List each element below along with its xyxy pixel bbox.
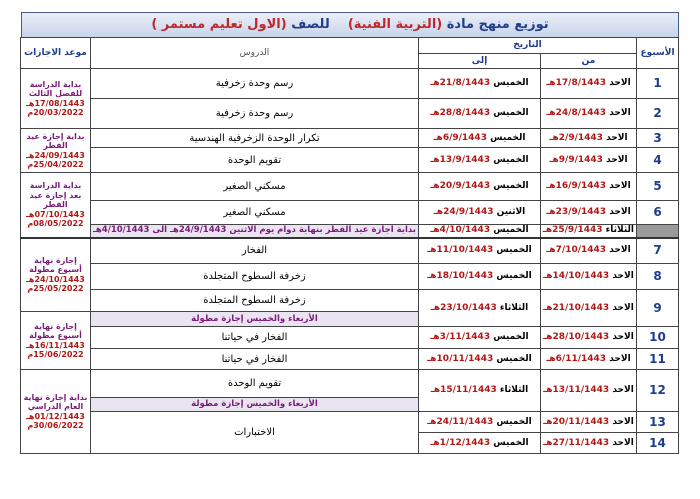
lesson-note: الأربعاء والخميس إجازة مطولة xyxy=(90,398,418,412)
week-number: 4 xyxy=(637,148,679,173)
to-date: الخميس 10/11/1443هـ xyxy=(418,349,540,370)
from-date: الاحد 6/11/1443هـ xyxy=(541,349,637,370)
from-date: الاحد 24/8/1443هـ xyxy=(541,99,637,129)
from-date: الاحد 23/9/1443هـ xyxy=(541,201,637,225)
week-number: 9 xyxy=(637,290,679,327)
from-date: الاحد 21/10/1443هـ xyxy=(541,290,637,327)
to-date: الثلاثاء 15/11/1443هـ xyxy=(418,370,540,412)
vacation-cell: إجازة نهاية أسبوع مطولة 16/11/1443هـ 15/06/2022م xyxy=(20,312,90,370)
week-number: 7 xyxy=(637,238,679,264)
vacation-cell: بداية إجازة عيد الفطر 24/09/1443هـ 25/04/2022م xyxy=(20,129,90,173)
from-date: الاحد 27/11/1443هـ xyxy=(541,433,637,454)
to-date: الخميس 21/8/1443هـ xyxy=(418,69,540,99)
holiday-to-date: الخميس 4/10/1443هـ xyxy=(418,225,540,238)
lesson-cell: زخرفة السطوح المتجلدة xyxy=(90,290,418,312)
from-date: الاحد 7/10/1443هـ xyxy=(541,238,637,264)
header-date: التاريخ xyxy=(418,38,636,54)
lesson-cell: زخرفة السطوح المتجلدة xyxy=(90,264,418,290)
to-date: الخميس 6/9/1443هـ xyxy=(418,129,540,148)
to-date: الخميس 18/10/1443هـ xyxy=(418,264,540,290)
lesson-note: الأربعاء والخميس إجازة مطولة xyxy=(90,312,418,327)
week-number: 8 xyxy=(637,264,679,290)
lesson-cell: رسم وحدة زخرفية xyxy=(90,99,418,129)
header-lessons: الدروس xyxy=(90,38,418,69)
holiday-week-cell xyxy=(637,225,679,238)
lesson-cell: الاختبارات xyxy=(90,412,418,454)
lesson-cell: الفخار xyxy=(90,238,418,264)
curriculum-sheet xyxy=(21,12,679,454)
from-date: الاحد 13/11/1443هـ xyxy=(541,370,637,412)
vacation-cell: بداية الدراسة للفصل الثالث 17/08/1443هـ 20/03/2022م xyxy=(20,69,90,129)
from-date: الاحد 2/9/1443هـ xyxy=(541,129,637,148)
from-date: الاحد 17/8/1443هـ xyxy=(541,69,637,99)
lesson-cell: الفخار في حياتنا xyxy=(90,327,418,349)
week-number: 13 xyxy=(637,412,679,433)
title-class: (الاول تعليم مستمر ) xyxy=(151,17,287,32)
from-date: الاحد 14/10/1443هـ xyxy=(541,264,637,290)
to-date: الخميس 11/10/1443هـ xyxy=(418,238,540,264)
holiday-from-date: الثلاثاء 25/9/1443هـ xyxy=(541,225,637,238)
week-number: 12 xyxy=(637,370,679,412)
lesson-cell: مسكني الصغير xyxy=(90,201,418,225)
week-number: 14 xyxy=(637,433,679,454)
to-date: الخميس 28/8/1443هـ xyxy=(418,99,540,129)
week-number: 6 xyxy=(637,201,679,225)
header-from: من xyxy=(541,54,637,69)
lesson-cell: تكرار الوحدة الزخرفية الهندسية xyxy=(90,129,418,148)
header-to: إلى xyxy=(418,54,540,69)
lesson-cell: مسكني الصغير xyxy=(90,173,418,201)
week-number: 3 xyxy=(637,129,679,148)
page-title xyxy=(21,12,679,37)
vacation-cell: بداية إجازة نهاية العام الدراسي 01/12/1443هـ 30/06/2022م xyxy=(20,370,90,454)
to-date: الخميس 1/12/1443هـ xyxy=(418,433,540,454)
lesson-cell: رسم وحدة زخرفية xyxy=(90,69,418,99)
schedule-table xyxy=(20,37,679,454)
to-date: الخميس 13/9/1443هـ xyxy=(418,148,540,173)
header-vacations: موعد الاجازات xyxy=(20,38,90,69)
holiday-note: بداية اجازة عيد الفطر بنهاية دوام يوم الاثنين 24/9/1443هـ الى 4/10/1443هـ xyxy=(90,225,418,238)
to-date: الخميس 24/11/1443هـ xyxy=(418,412,540,433)
vacation-cell: إجازة نهاية أسبوع مطولة 24/10/1443هـ 25/05/2022م xyxy=(20,238,90,312)
title-class-label: للصف xyxy=(291,17,330,32)
to-date: الخميس 3/11/1443هـ xyxy=(418,327,540,349)
to-date: الخميس 20/9/1443هـ xyxy=(418,173,540,201)
title-main: توزيع منهج مادة xyxy=(446,17,549,32)
from-date: الاحد 9/9/1443هـ xyxy=(541,148,637,173)
from-date: الاحد 28/10/1443هـ xyxy=(541,327,637,349)
vacation-cell: بداية الدراسة بعد إجازة عيد الفطر 07/10/1443هـ 08/05/2022م xyxy=(20,173,90,238)
header-week: الأسبوع xyxy=(637,38,679,69)
week-number: 11 xyxy=(637,349,679,370)
from-date: الاحد 20/11/1443هـ xyxy=(541,412,637,433)
week-number: 1 xyxy=(637,69,679,99)
week-number: 5 xyxy=(637,173,679,201)
lesson-cell: تقويم الوحدة xyxy=(90,148,418,173)
to-date: الاثنين 24/9/1443هـ xyxy=(418,201,540,225)
to-date: الثلاثاء 23/10/1443هـ xyxy=(418,290,540,327)
title-subject: (التربية الفنية) xyxy=(347,17,443,32)
lesson-cell: الفخار في حياتنا xyxy=(90,349,418,370)
week-number: 10 xyxy=(637,327,679,349)
week-number: 2 xyxy=(637,99,679,129)
from-date: الاحد 16/9/1443هـ xyxy=(541,173,637,201)
lesson-cell: تقويم الوحدة xyxy=(90,370,418,398)
